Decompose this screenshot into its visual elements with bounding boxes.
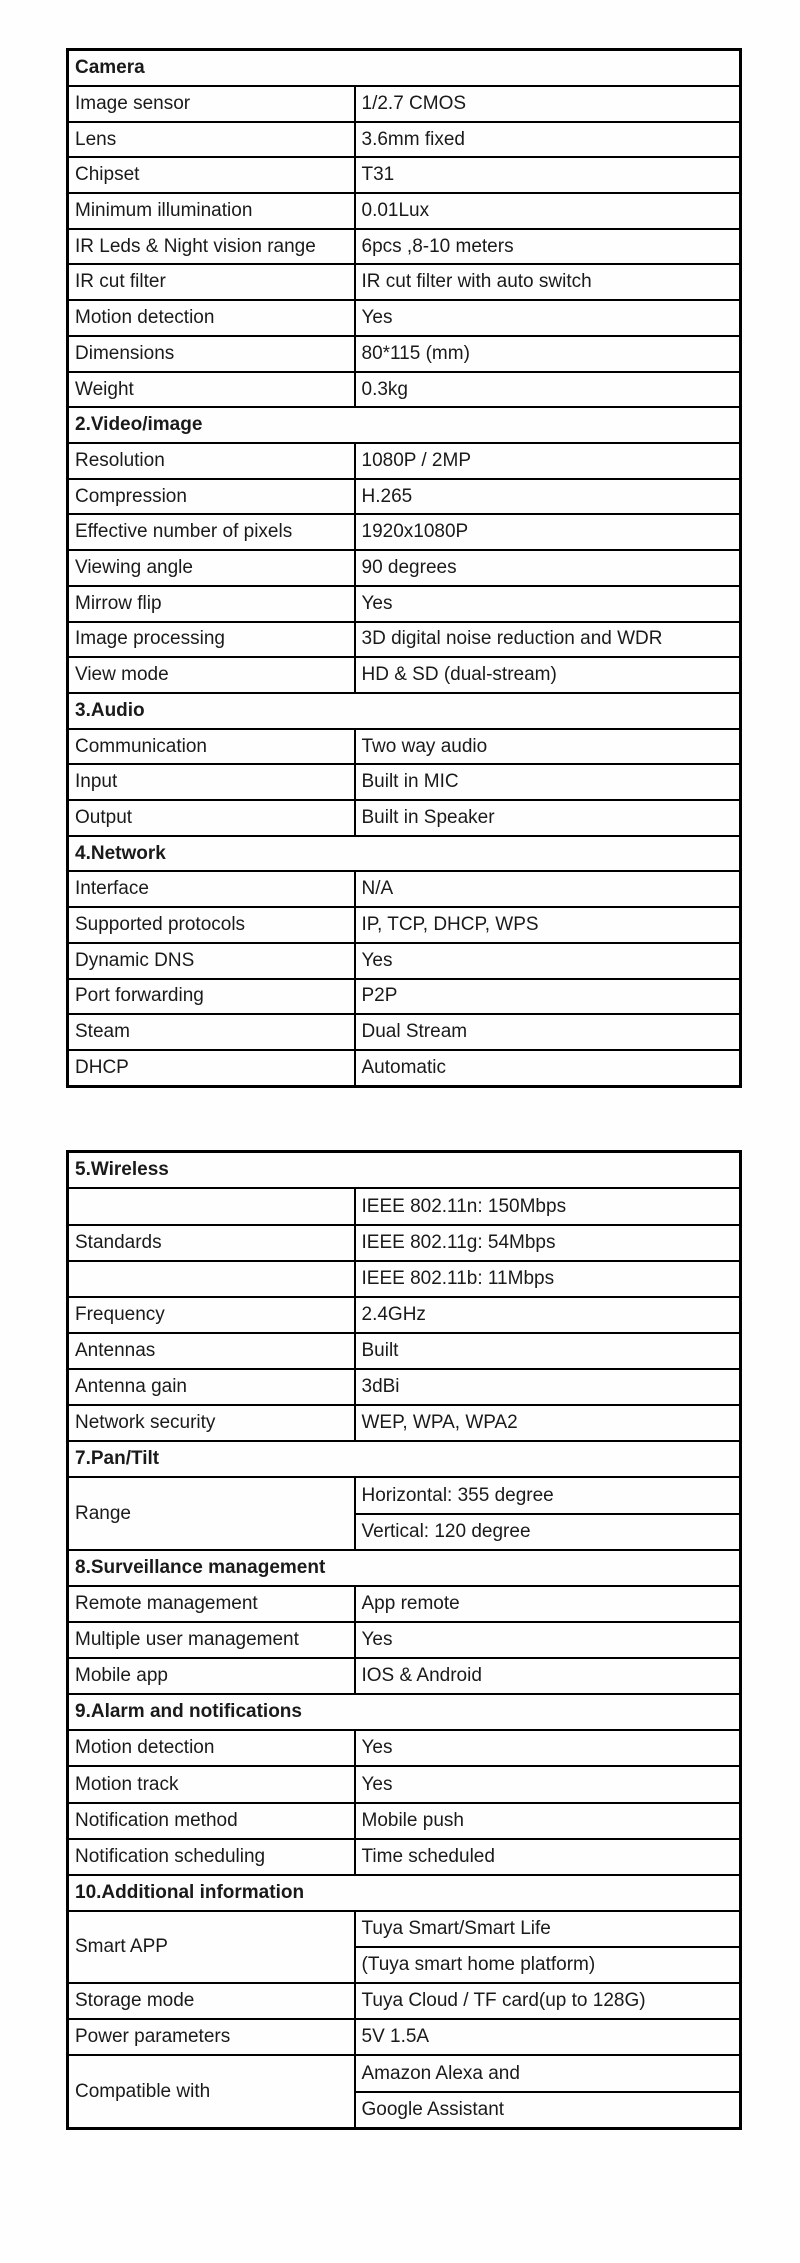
spec-row — [68, 1261, 741, 1297]
spec-label-cell: Antenna gain — [68, 1369, 355, 1405]
spec-value-cell: Tuya Cloud / TF card(up to 128G) — [355, 1983, 741, 2019]
spec-value-cell: 1080P / 2MP — [355, 443, 741, 479]
spec-row — [68, 1803, 741, 1839]
spec-label-cell: Notification scheduling — [68, 1839, 355, 1875]
spec-value-cell: 0.01Lux — [355, 193, 741, 229]
spec-value-cell: Built in MIC — [355, 764, 741, 800]
section-header-row — [68, 1875, 741, 1911]
spec-table-lower — [66, 1150, 742, 2130]
spec-label-cell: Dimensions — [68, 336, 355, 372]
spec-row — [68, 1050, 741, 1087]
spec-value-cell: T31 — [355, 157, 741, 193]
spec-table-lower-grid — [66, 1150, 742, 2130]
spec-label-cell: Motion detection — [68, 1730, 355, 1766]
spec-value-cell: H.265 — [355, 479, 741, 515]
spec-row — [68, 1225, 741, 1261]
spec-value-cell: Yes — [355, 943, 741, 979]
spec-row — [68, 1766, 741, 1802]
section-header-row — [68, 1152, 741, 1189]
spec-row — [68, 1477, 741, 1513]
spec-value-cell: HD & SD (dual-stream) — [355, 657, 741, 693]
spec-value-cell: 3.6mm fixed — [355, 122, 741, 158]
spec-label-cell: Notification method — [68, 1803, 355, 1839]
spec-row — [68, 1911, 741, 1947]
spec-row — [68, 622, 741, 658]
spec-value-cell: 0.3kg — [355, 372, 741, 408]
spec-row — [68, 1586, 741, 1622]
spec-table-upper — [66, 48, 742, 1088]
spec-label-cell: Multiple user management — [68, 1622, 355, 1658]
spec-label-cell: Lens — [68, 122, 355, 158]
spec-value-cell: Two way audio — [355, 729, 741, 765]
spec-row — [68, 514, 741, 550]
spec-row — [68, 1014, 741, 1050]
spec-table-upper-grid — [66, 48, 742, 1088]
spec-row — [68, 122, 741, 158]
section-header-row — [68, 1441, 741, 1477]
spec-label-cell: Storage mode — [68, 1983, 355, 2019]
spec-row — [68, 264, 741, 300]
section-title: Camera — [68, 50, 741, 86]
spec-label-cell: Image processing — [68, 622, 355, 658]
spec-label-cell: Weight — [68, 372, 355, 408]
section-title: 8.Surveillance management — [68, 1550, 741, 1586]
spec-value-cell: IR cut filter with auto switch — [355, 264, 741, 300]
section-title: 7.Pan/Tilt — [68, 1441, 741, 1477]
spec-label-cell: View mode — [68, 657, 355, 693]
spec-value-cell: (Tuya smart home platform) — [355, 1947, 741, 1983]
spec-row — [68, 336, 741, 372]
spec-label-cell: Viewing angle — [68, 550, 355, 586]
section-title: 3.Audio — [68, 693, 741, 729]
spec-value-cell: Horizontal: 355 degree — [355, 1477, 741, 1513]
spec-label-cell: Antennas — [68, 1333, 355, 1369]
spec-value-cell: Google Assistant — [355, 2092, 741, 2129]
section-header-row — [68, 407, 741, 443]
spec-label-cell: Frequency — [68, 1297, 355, 1333]
spec-row — [68, 871, 741, 907]
spec-value-cell: Automatic — [355, 1050, 741, 1087]
spec-row — [68, 550, 741, 586]
spec-value-cell: N/A — [355, 871, 741, 907]
spec-label-cell: Motion track — [68, 1766, 355, 1802]
spec-label-cell: Output — [68, 800, 355, 836]
spec-value-cell: 3D digital noise reduction and WDR — [355, 622, 741, 658]
spec-label-cell — [68, 1261, 355, 1297]
spec-value-cell: IOS & Android — [355, 1658, 741, 1694]
spec-row — [68, 157, 741, 193]
spec-row — [68, 86, 741, 122]
section-title: 2.Video/image — [68, 407, 741, 443]
spec-row — [68, 1188, 741, 1224]
spec-value-cell: IEEE 802.11b: 11Mbps — [355, 1261, 741, 1297]
spec-label-cell: Dynamic DNS — [68, 943, 355, 979]
spec-label-cell: Mirrow flip — [68, 586, 355, 622]
spec-label-cell: Remote management — [68, 1586, 355, 1622]
spec-value-cell: Vertical: 120 degree — [355, 1514, 741, 1550]
spec-label-cell: Mobile app — [68, 1658, 355, 1694]
spec-value-cell: 2.4GHz — [355, 1297, 741, 1333]
spec-value-cell: Yes — [355, 1622, 741, 1658]
spec-label-cell: Port forwarding — [68, 979, 355, 1015]
spec-row — [68, 300, 741, 336]
spec-value-cell: Built in Speaker — [355, 800, 741, 836]
section-header-row — [68, 1550, 741, 1586]
spec-row — [68, 1658, 741, 1694]
spec-label-cell: Effective number of pixels — [68, 514, 355, 550]
spec-value-cell: IEEE 802.11g: 54Mbps — [355, 1225, 741, 1261]
spec-label-cell: Communication — [68, 729, 355, 765]
spec-value-cell: 3dBi — [355, 1369, 741, 1405]
spec-label-cell — [68, 1188, 355, 1224]
spec-row — [68, 1405, 741, 1441]
spec-value-cell: 6pcs ,8-10 meters — [355, 229, 741, 265]
spec-label-cell: Minimum illumination — [68, 193, 355, 229]
spec-label-cell: Input — [68, 764, 355, 800]
spec-value-cell: 80*115 (mm) — [355, 336, 741, 372]
spec-value-cell: WEP, WPA, WPA2 — [355, 1405, 741, 1441]
spec-row — [68, 729, 741, 765]
section-header-row — [68, 50, 741, 86]
spec-value-cell: Built — [355, 1333, 741, 1369]
spec-row — [68, 1297, 741, 1333]
spec-value-cell: 1/2.7 CMOS — [355, 86, 741, 122]
section-header-row — [68, 693, 741, 729]
spec-row — [68, 443, 741, 479]
spec-value-cell: Mobile push — [355, 1803, 741, 1839]
spec-value-cell: IP, TCP, DHCP, WPS — [355, 907, 741, 943]
spec-row — [68, 193, 741, 229]
spec-row — [68, 586, 741, 622]
spec-row — [68, 979, 741, 1015]
spec-row — [68, 2019, 741, 2055]
spec-row — [68, 1333, 741, 1369]
spec-row — [68, 1622, 741, 1658]
spec-row — [68, 657, 741, 693]
spec-label-cell: Compression — [68, 479, 355, 515]
section-title: 4.Network — [68, 836, 741, 872]
spec-row — [68, 800, 741, 836]
spec-row — [68, 1730, 741, 1766]
spec-label-cell: IR Leds & Night vision range — [68, 229, 355, 265]
spec-value-cell: Yes — [355, 1730, 741, 1766]
section-title: 9.Alarm and notifications — [68, 1694, 741, 1730]
section-title: 5.Wireless — [68, 1152, 741, 1189]
spec-value-cell: App remote — [355, 1586, 741, 1622]
spec-value-cell: 1920x1080P — [355, 514, 741, 550]
spec-label-cell: IR cut filter — [68, 264, 355, 300]
spec-row — [68, 1369, 741, 1405]
spec-row — [68, 229, 741, 265]
spec-row — [68, 1839, 741, 1875]
spec-label-cell: Steam — [68, 1014, 355, 1050]
spec-label-cell: Power parameters — [68, 2019, 355, 2055]
spec-label-cell: Network security — [68, 1405, 355, 1441]
spec-row — [68, 943, 741, 979]
spec-value-cell: Amazon Alexa and — [355, 2055, 741, 2091]
spec-label-cell: Compatible with — [68, 2055, 355, 2128]
spec-value-cell: P2P — [355, 979, 741, 1015]
section-header-row — [68, 1694, 741, 1730]
spec-value-cell: Tuya Smart/Smart Life — [355, 1911, 741, 1947]
spec-row — [68, 1983, 741, 2019]
spec-label-cell: Interface — [68, 871, 355, 907]
spec-label-cell: Range — [68, 1477, 355, 1549]
spec-value-cell: Dual Stream — [355, 1014, 741, 1050]
spec-row — [68, 2055, 741, 2091]
spec-label-cell: Motion detection — [68, 300, 355, 336]
section-title: 10.Additional information — [68, 1875, 741, 1911]
spec-value-cell: 90 degrees — [355, 550, 741, 586]
spec-label-cell: Image sensor — [68, 86, 355, 122]
spec-label-cell: Smart APP — [68, 1911, 355, 1983]
spec-row — [68, 372, 741, 408]
spec-row — [68, 907, 741, 943]
spec-value-cell: Time scheduled — [355, 1839, 741, 1875]
spec-row — [68, 479, 741, 515]
section-header-row — [68, 836, 741, 872]
spec-label-cell: Resolution — [68, 443, 355, 479]
spec-row — [68, 764, 741, 800]
spec-label-cell: DHCP — [68, 1050, 355, 1087]
spec-value-cell: IEEE 802.11n: 150Mbps — [355, 1188, 741, 1224]
spec-value-cell: Yes — [355, 300, 741, 336]
spec-label-cell: Supported protocols — [68, 907, 355, 943]
spec-value-cell: Yes — [355, 586, 741, 622]
spec-value-cell: 5V 1.5A — [355, 2019, 741, 2055]
spec-value-cell: Yes — [355, 1766, 741, 1802]
spec-label-cell: Standards — [68, 1225, 355, 1261]
spec-label-cell: Chipset — [68, 157, 355, 193]
